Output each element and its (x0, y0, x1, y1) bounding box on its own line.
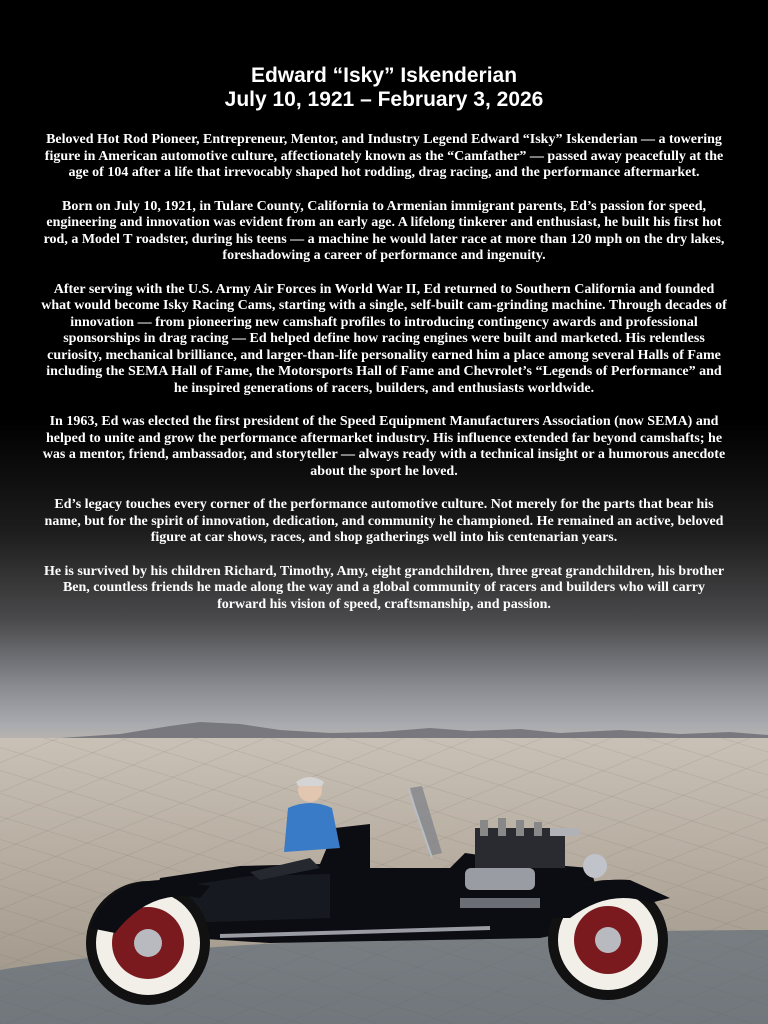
paragraph-sema: In 1963, Ed was elected the first president of the Speed Equipment Manufacturers Association (now SEMA) and helped to unite and grow the performance aftermarket industry. His influence extended far beyond camshafts; he was a mentor, friend, ambassador, and storyteller — always ready with a technical insight or a humorous anecdote about the sport he loved. (42, 414, 726, 479)
paragraph-early-life: Born on July 10, 1921, in Tulare County, California to Armenian immigrant parents, Ed’s passion for speed, engineering and innovation was evident from an early age. A lifelong tinkerer and enthusiast, he built his first hot rod, a Model T roadster, during his teens — a machine he would later race at more than 120 mph on the dry lakes, foreshadowing a career of performance and ingenuity. (43, 198, 725, 263)
paragraph-career: After serving with the U.S. Army Air Forces in World War II, Ed returned to Southern California and founded what would become Isky Racing Cams, starting with a single, self-built cam-grinding machine. Through decades of innovation — from pioneering new camshaft profiles to introducing contingency awards and professional sponsorships in drag racing — Ed helped define how racing engines were built and marketed. His relentless curiosity, mechanical brilliance, and larger-than-life personality earned him a place among several Halls of Fame including the SEMA Hall of Fame, the Motorsports Hall of Fame and Chevrolet’s “Legends of Performance” and he inspired generations of racers, builders, and enthusiasts worldwide. (41, 281, 727, 396)
paragraph-intro: Beloved Hot Rod Pioneer, Entrepreneur, Mentor, and Industry Legend Edward “Isky” Iskenderian — a towering figure in American automotive culture, affectionately known as the “Camfather” — passed away peacefully at the age of 104 after a life that irrevocably shaped hot rodding, drag racing, and the performance aftermarket. (44, 132, 724, 180)
obituary-name: Edward “Isky” Iskenderian (250, 64, 518, 87)
paragraph-legacy: Ed’s legacy touches every corner of the performance automotive culture. Not merely for the parts that bear his name, but for the spirit of innovation, dedication, and community he championed. He remained an active, beloved figure at car shows, races, and shop gatherings well into his centenarian years. (44, 497, 724, 545)
obituary-content (40, 64, 728, 630)
paragraph-survivors: He is survived by his children Richard, Timothy, Amy, eight grandchildren, three great grandchildren, his brother Ben, countless friends he made along the way and a global community of racers and builders who will carry forward his vision of speed, craftsmanship, and passion. (43, 563, 725, 612)
obituary-dates: July 10, 1921 – February 3, 2026 (224, 88, 544, 111)
hot-rod-roadster-icon (70, 768, 690, 1008)
obituary-body (40, 132, 728, 613)
